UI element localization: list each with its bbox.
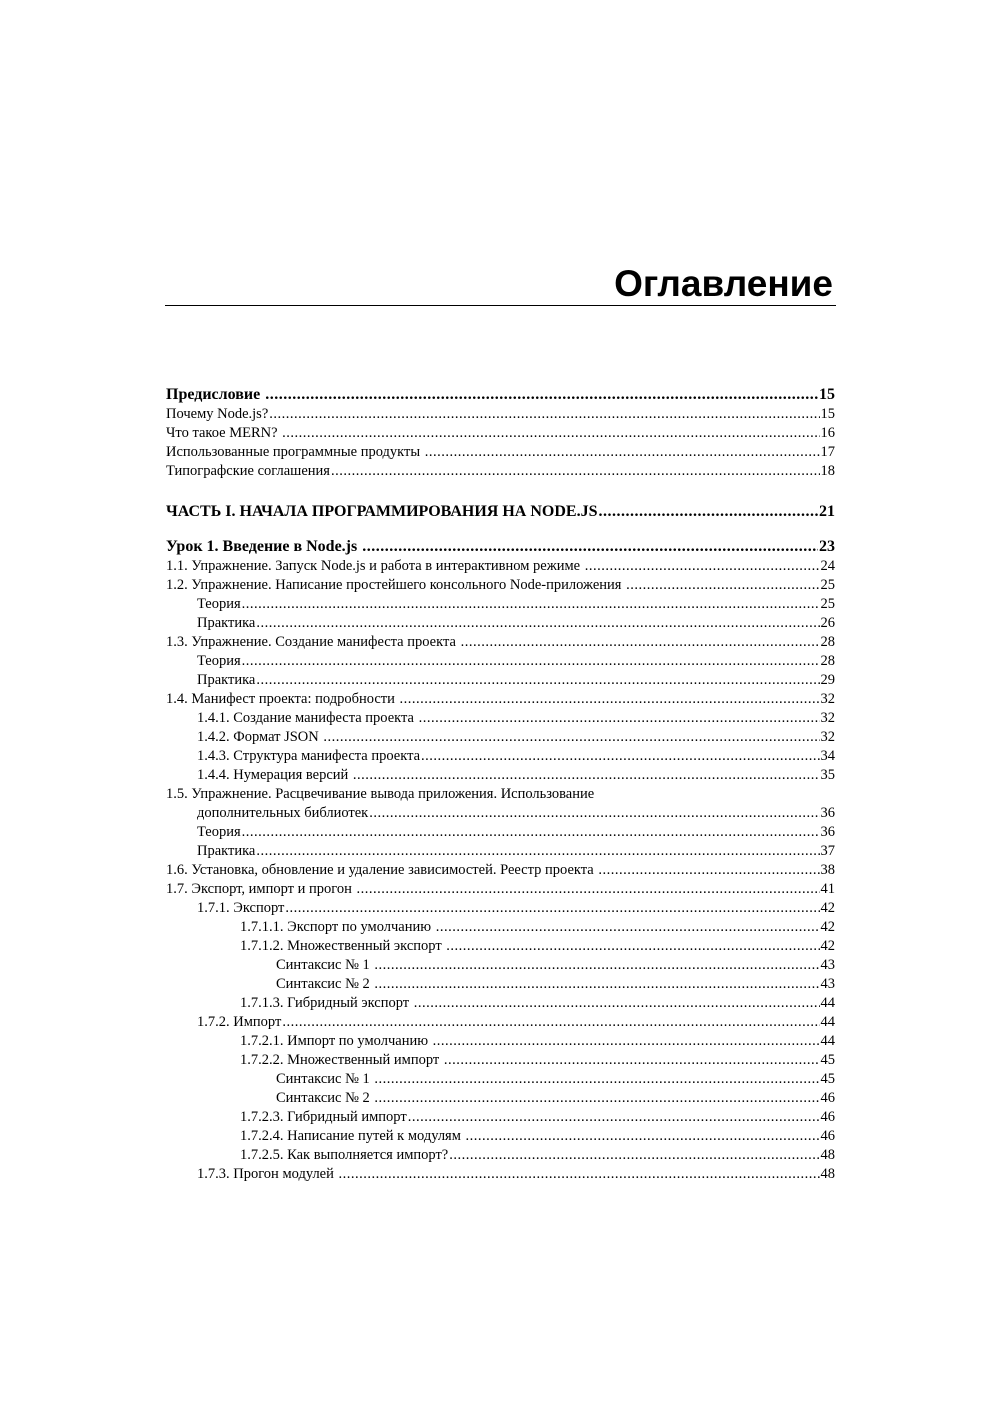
toc-entry[interactable]	[166, 633, 835, 651]
toc-entry-label: 1.4.1. Создание манифеста проекта	[197, 710, 418, 726]
dot-leader	[400, 690, 820, 708]
toc-entry[interactable]	[166, 918, 835, 936]
toc-entry-label: Предисловие	[166, 386, 265, 403]
toc-entry[interactable]	[166, 538, 835, 556]
toc-entry-page: 43	[820, 957, 835, 973]
toc-entry[interactable]	[166, 842, 835, 860]
dot-leader	[585, 557, 820, 575]
dot-leader	[421, 747, 819, 765]
dot-leader	[331, 462, 820, 480]
toc-entry[interactable]	[166, 899, 835, 917]
toc-entry-page: 44	[820, 995, 835, 1011]
dot-leader	[408, 1108, 820, 1126]
toc-entry[interactable]	[166, 386, 835, 404]
dot-leader	[353, 766, 820, 784]
toc-entry-page: 16	[820, 425, 835, 441]
dot-leader	[433, 1032, 820, 1050]
toc-entry-page: 45	[820, 1071, 835, 1087]
toc-entry-page: 17	[820, 444, 835, 460]
toc-entry-label: 1.7.2.1. Импорт по умолчанию	[240, 1033, 432, 1049]
toc-entry-page: 32	[820, 710, 835, 726]
toc-entry-label: Практика	[197, 615, 256, 631]
dot-leader	[339, 1165, 820, 1183]
toc-entry-label: 1.1. Упражнение. Запуск Node.js и работа в интерактивном режиме	[166, 558, 584, 574]
dot-leader	[269, 405, 819, 423]
toc-entry-label: 1.4. Манифест проекта: подробности	[166, 691, 399, 707]
dot-leader	[444, 1051, 820, 1069]
toc-entry-page: 48	[820, 1166, 835, 1182]
dot-leader	[446, 937, 819, 955]
toc-entry-page: 45	[820, 1052, 835, 1068]
toc-entry-page: 36	[820, 805, 835, 821]
toc-entry-label: Что такое MERN?	[166, 425, 282, 441]
dot-leader	[414, 994, 820, 1012]
toc-entry-page: 41	[820, 881, 835, 897]
toc-entry[interactable]	[166, 443, 835, 461]
toc-entry-page: 25	[820, 596, 835, 612]
toc-entry-page: 29	[820, 672, 835, 688]
toc-entry-label: Типографские соглашения	[166, 463, 330, 479]
dot-leader	[242, 652, 820, 670]
toc-entry[interactable]	[166, 462, 835, 480]
dot-leader	[626, 576, 819, 594]
toc-entry-label: ЧАСТЬ I. НАЧАЛА ПРОГРАММИРОВАНИЯ НА NODE.JS	[166, 503, 598, 520]
toc-entry[interactable]	[166, 576, 835, 594]
toc-entry[interactable]	[166, 785, 835, 803]
toc-entry-label: Синтаксис № 2	[276, 1090, 374, 1106]
dot-leader	[419, 709, 820, 727]
toc-entry-page: 28	[820, 653, 835, 669]
toc-entry-page: 46	[820, 1128, 835, 1144]
toc-entry[interactable]	[166, 804, 835, 822]
toc-entry-page: 24	[820, 558, 835, 574]
dot-leader	[256, 842, 819, 860]
dot-leader	[256, 671, 819, 689]
toc-entry[interactable]	[166, 766, 835, 784]
toc-entry[interactable]	[166, 1051, 835, 1069]
toc-entry-page: 44	[820, 1033, 835, 1049]
dot-leader	[598, 503, 818, 521]
toc-entry[interactable]	[166, 1127, 835, 1145]
dot-leader	[256, 614, 819, 632]
toc-entry-label: 1.7.3. Прогон модулей	[197, 1166, 338, 1182]
toc-entry-page: 18	[820, 463, 835, 479]
toc-entry-page: 32	[820, 691, 835, 707]
toc-entry[interactable]	[166, 994, 835, 1012]
toc-entry-label: 1.7. Экспорт, импорт и прогон	[166, 881, 356, 897]
toc-entry-label: 1.7.2. Импорт	[197, 1014, 282, 1030]
toc-entry-label: 1.3. Упражнение. Создание манифеста проекта	[166, 634, 460, 650]
toc-entry-page: 42	[820, 900, 835, 916]
dot-leader	[362, 538, 818, 556]
toc-entry[interactable]	[166, 823, 835, 841]
toc-entry-label: Практика	[197, 843, 256, 859]
title-rule	[165, 305, 836, 306]
dot-leader	[242, 823, 820, 841]
toc-entry-label: Синтаксис № 1	[276, 957, 374, 973]
toc-entry-label: 1.7.2.2. Множественный импорт	[240, 1052, 443, 1068]
toc-entry-label: Практика	[197, 672, 256, 688]
page-title: Оглавление	[614, 263, 833, 304]
dot-leader	[449, 1146, 819, 1164]
toc-entry[interactable]	[166, 424, 835, 442]
toc-entry[interactable]	[166, 1146, 835, 1164]
toc-entry-page: 21	[819, 503, 835, 520]
toc-entry-page: 36	[820, 824, 835, 840]
toc-entry-page: 42	[820, 919, 835, 935]
toc-entry-label: 1.2. Упражнение. Написание простейшего консольного Node-приложения	[166, 577, 626, 593]
dot-leader	[242, 595, 820, 613]
dot-leader	[374, 956, 819, 974]
toc-entry[interactable]	[166, 975, 835, 993]
toc-entry[interactable]	[166, 614, 835, 632]
toc-entry-page: 35	[820, 767, 835, 783]
dot-leader	[374, 975, 819, 993]
dot-leader	[285, 899, 819, 917]
toc-entry-page: 43	[820, 976, 835, 992]
toc-entry[interactable]	[166, 405, 835, 423]
toc-entry-label: 1.5. Упражнение. Расцвечивание вывода приложения. Использование	[166, 786, 595, 802]
toc-entry-label: 1.7.2.4. Написание путей к модулям	[240, 1128, 465, 1144]
toc-entry-page: 26	[820, 615, 835, 631]
dot-leader	[282, 424, 819, 442]
toc-entry-label: 1.6. Установка, обновление и удаление зависимостей. Реестр проекта	[166, 862, 598, 878]
toc-entry-label: Почему Node.js?	[166, 406, 269, 422]
toc-entry-label: 1.7.2.5. Как выполняется импорт?	[240, 1147, 449, 1163]
toc-entry[interactable]	[166, 557, 835, 575]
toc-entry[interactable]	[166, 1108, 835, 1126]
toc-entry[interactable]	[166, 652, 835, 670]
toc-entry-page: 34	[820, 748, 835, 764]
dot-leader	[265, 386, 818, 404]
toc-entry[interactable]	[166, 595, 835, 613]
toc-entry-label: 1.4.4. Нумерация версий	[197, 767, 352, 783]
dot-leader	[466, 1127, 820, 1145]
toc-entry[interactable]	[166, 937, 835, 955]
toc-entry-label: Теория	[197, 596, 241, 612]
dot-leader	[461, 633, 820, 651]
toc-entry[interactable]	[166, 690, 835, 708]
toc-entry[interactable]	[166, 1013, 835, 1031]
toc-entry-label: Синтаксис № 2	[276, 976, 374, 992]
toc-entry-page: 15	[819, 386, 835, 403]
toc-entry-page: 44	[820, 1014, 835, 1030]
dot-leader	[374, 1089, 819, 1107]
toc-entry-page: 42	[820, 938, 835, 954]
toc-entry[interactable]	[166, 956, 835, 974]
toc-entry-page: 48	[820, 1147, 835, 1163]
toc-entry[interactable]	[166, 1089, 835, 1107]
toc-entry-label: Теория	[197, 824, 241, 840]
toc-entry[interactable]	[166, 709, 835, 727]
toc-entry[interactable]	[166, 880, 835, 898]
toc-entry-label: Использованные программные продукты	[166, 444, 424, 460]
toc-entry-label: Синтаксис № 1	[276, 1071, 374, 1087]
dot-leader	[356, 880, 819, 898]
toc-entry-page: 37	[820, 843, 835, 859]
toc-entry[interactable]	[166, 747, 835, 765]
dot-leader	[282, 1013, 819, 1031]
toc-entry-label: Теория	[197, 653, 241, 669]
toc-entry-label: 1.7.1. Экспорт	[197, 900, 285, 916]
dot-leader	[369, 804, 819, 822]
toc-entry-page: 46	[820, 1090, 835, 1106]
dot-leader	[425, 443, 820, 461]
toc-entry-label: 1.7.1.1. Экспорт по умолчанию	[240, 919, 435, 935]
toc-entry[interactable]	[166, 861, 835, 879]
toc-entry-label: 1.7.1.2. Множественный экспорт	[240, 938, 446, 954]
toc-entry-page: 46	[820, 1109, 835, 1125]
toc-entry[interactable]	[166, 728, 835, 746]
dot-leader	[323, 728, 819, 746]
toc-entry-page: 38	[820, 862, 835, 878]
dot-leader	[436, 918, 820, 936]
toc-entry-label: 1.7.1.3. Гибридный экспорт	[240, 995, 413, 1011]
toc-entry-page: 15	[820, 406, 835, 422]
toc-entry-page: 32	[820, 729, 835, 745]
toc-entry-page: 23	[819, 538, 835, 555]
toc-entry-label: дополнительных библиотек	[197, 805, 369, 821]
toc-entry[interactable]	[166, 503, 835, 521]
toc-entry-page: 25	[820, 577, 835, 593]
toc-entry-label: Урок 1. Введение в Node.js	[166, 538, 362, 555]
toc-entry[interactable]	[166, 671, 835, 689]
toc-entry-label: 1.4.2. Формат JSON	[197, 729, 323, 745]
toc-entry[interactable]	[166, 1070, 835, 1088]
toc-entry[interactable]	[166, 1165, 835, 1183]
toc-entry-label: 1.7.2.3. Гибридный импорт	[240, 1109, 407, 1125]
toc-entry-label: 1.4.3. Структура манифеста проекта	[197, 748, 421, 764]
dot-leader	[374, 1070, 819, 1088]
toc-entry-page: 28	[820, 634, 835, 650]
dot-leader	[598, 861, 819, 879]
toc-entry[interactable]	[166, 1032, 835, 1050]
